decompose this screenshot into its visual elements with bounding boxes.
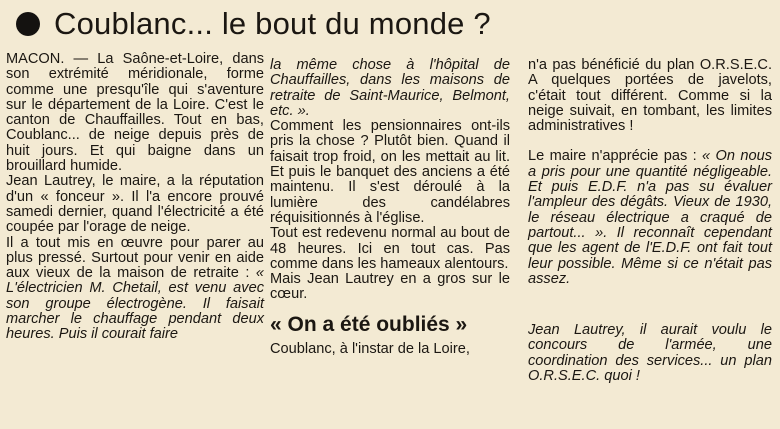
article-column-2 bbox=[270, 58, 510, 357]
paragraph-text: Le maire n'apprécie pas : bbox=[528, 148, 703, 165]
quote-text: « On nous a pris pour une quantité négligeable. Et puis E.D.F. n'a pas su évaluer l'ampleur des dégâts. Vieux de 1930, le réseau électrique a craqué de partout... ». Il reconnaît cependant que les agent de l'E.D.F. ont fait tout leur possible. Même si ce n'était pas assez. bbox=[528, 148, 772, 287]
paragraph: Mais Jean Lautrey en a gros sur le cœur. bbox=[270, 271, 510, 303]
subheading: « On a été oubliés » bbox=[270, 312, 468, 336]
headline-text: Coublanc... le bout du monde ? bbox=[54, 6, 491, 41]
article-column-1 bbox=[6, 52, 264, 343]
paragraph: Tout est redevenu normal au bout de 48 heures. Ici en tout cas. Pas comme dans les hameaux alentours. bbox=[270, 225, 510, 272]
paragraph bbox=[528, 149, 772, 287]
paragraph bbox=[6, 236, 264, 343]
headline bbox=[16, 4, 491, 44]
paragraph: MACON. — La Saône-et-Loire, dans son extrémité méridionale, forme comme une presqu'île qui s'aventure sur le département de la Loire. C'est le canton de Chauffailles. Tout en bas, Coublanc... de neige depuis près de huit jours. Et qui baigne dans un brouillard humide. bbox=[6, 51, 264, 175]
paragraph: n'a pas bénéficié du plan O.R.S.E.C. A quelques portées de javelots, c'était tout différent. Comme si la neige suivait, en tombant, les limites administratives ! bbox=[528, 57, 772, 135]
paragraph-text: Il a tout mis en œuvre pour parer au plus pressé. Surtout pour venir en aide aux vieux de la maison de retraite : bbox=[6, 234, 264, 282]
bullet-dot-icon bbox=[16, 12, 40, 36]
article-column-3 bbox=[528, 58, 772, 384]
quote-text: « L'électricien M. Chetail, est venu avec son groupe électrogène. Il faisait marcher le chauffage pendant deux heures. Puis il courait faire bbox=[6, 265, 264, 343]
spacer bbox=[528, 287, 772, 323]
paragraph: Comment les pensionnaires ont-ils pris la chose ? Plutôt bien. Quand il faisait trop froid, on les mettait au lit. Et puis le banquet des anciens a été maintenu. Il s'est déroulé à la lumière des candélabres réquisitionnés à l'église. bbox=[270, 118, 510, 226]
spacer bbox=[528, 134, 772, 149]
quote-text: la même chose à l'hôpital de Chauffailles, dans les maisons de retraite de Saint-Maurice, Belmont, etc. ». bbox=[270, 57, 510, 119]
paragraph: Jean Lautrey, le maire, a la réputation d'un « fonceur ». Il l'a encore prouvé samedi dernier, quand l'électricité a été coupée par l'orage de neige. bbox=[6, 173, 264, 236]
paragraph: Coublanc, à l'instar de la Loire, bbox=[270, 340, 470, 357]
quote-text: Jean Lautrey, il aurait voulu le concours de l'armée, une coordination des services... un plan O.R.S.E.C. quoi ! bbox=[528, 322, 772, 385]
